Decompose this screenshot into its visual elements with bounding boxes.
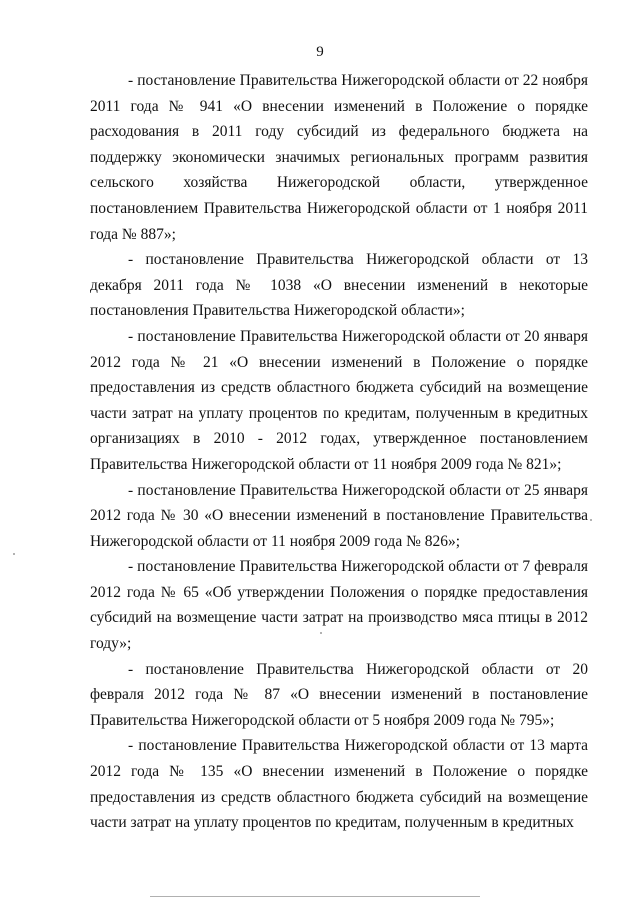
paragraph-resolution-1038: - постановление Правительства Нижегородской области от 13 декабря 2011 года № 1038 «О внесении изменений в некоторые постановления Правительства Нижегородской области»; (90, 251, 588, 320)
paragraph-resolution-135: - постановление Правительства Нижегородской области от 13 марта 2012 года № 135 «О внесении изменений в Положение о порядке предоставления из средств областного бюджета субсидий на возмещение части затрат на уплату процентов по кредитам, полученным в кредитных (90, 737, 588, 832)
paragraph-resolution-21: - постановление Правительства Нижегородской области от 20 января 2012 года № 21 «О внесении изменений в Положение о порядке предоставления из средств областного бюджета субсидий на возмещение части затрат на уплату процентов по кредитам, полученным в кредитных организациях в 2010 - 2012 годах, утвержденное постановлением Правительства Нижегородской области от 11 ноября 2009 года № 821»; (90, 327, 588, 473)
scan-artifact-dot (320, 632, 322, 634)
scan-artifact-line (150, 896, 480, 897)
paragraph-resolution-941: - постановление Правительства Нижегородской области от 22 ноября 2011 года № 941 «О внесении изменений в Положение о порядке расходования в 2011 году субсидий из федерального бюджета на поддержку экономически значимых региональных программ развития сельского хозяйства Нижегородской области, утвержденное постановлением Правительства Нижегородской области от 1 ноября 2011 года № 887»; (90, 72, 588, 243)
scan-artifact-dot (590, 519, 592, 521)
page-number: 9 (316, 44, 324, 60)
scan-artifact-dot (13, 553, 15, 555)
document-body (90, 68, 588, 836)
paragraph-resolution-65: - постановление Правительства Нижегородской области от 7 февраля 2012 года № 65 «Об утверждении Положения о порядке предоставления субсидий на возмещение части затрат на производство мяса птицы в 2012 году»; (90, 558, 588, 653)
paragraph-resolution-30: - постановление Правительства Нижегородской области от 25 января 2012 года № 30 «О внесении изменений в постановление Правительства Нижегородской области от 11 ноября 2009 года № 826»; (90, 481, 588, 550)
paragraph-resolution-87: - постановление Правительства Нижегородской области от 20 февраля 2012 года № 87 «О внесении изменений в постановление Правительства Нижегородской области от 5 ноября 2009 года № 795»; (90, 660, 588, 729)
